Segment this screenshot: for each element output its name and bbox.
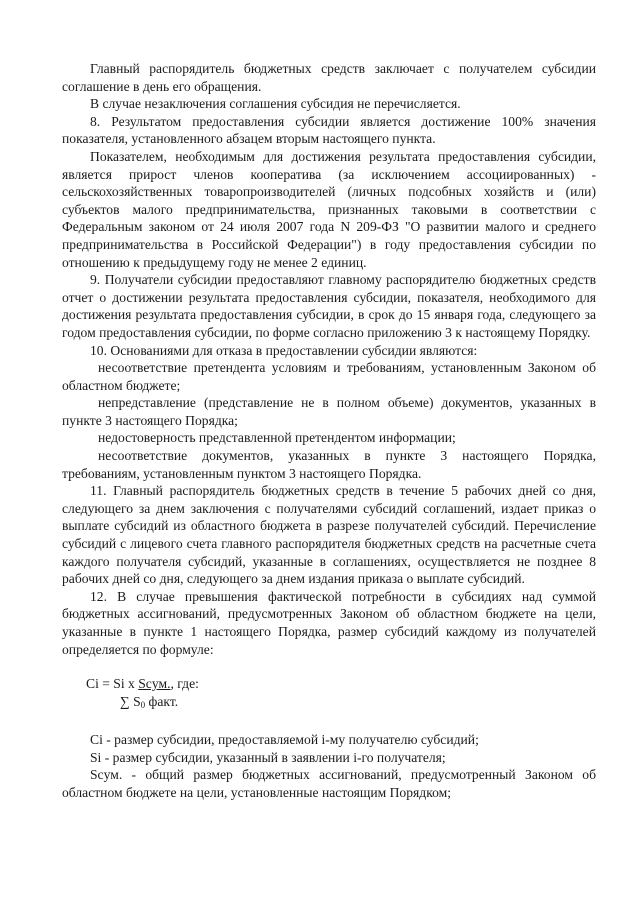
paragraph-8-result: 8. Результатом предоставления субсидии является достижение 100% значения показателя, установленного абзацем вторым настоящего пункта. [62, 113, 596, 147]
paragraph-refusal-reason-3: недостоверность представленной претендентом информации; [98, 430, 456, 446]
document-page [62, 60, 596, 802]
definition-scum: Scум. - общий размер бюджетных ассигнований, предусмотренный Законом об областном бюджете на цели, установленные настоящим Порядком; [62, 767, 596, 800]
paragraph-12-excess: 12. В случае превышения фактической потребности в субсидиях над суммой бюджетных ассигнований, предусмотренных Законом об областном бюджете на цели, указанные в пункте 1 настоящего Порядка, размер субсидий каждому из получателей определяется по формуле: [62, 588, 596, 657]
paragraph-refusal-reason-1: несоответствие претендента условиям и требованиям, установленным Законом об областном бюджете; [62, 360, 596, 393]
definition-ci: Ci - размер субсидии, предоставляемой i-му получателю субсидий; [90, 732, 479, 748]
formula-lhs: Ci = Si x [86, 676, 139, 692]
formula-line [62, 675, 596, 693]
spacer [62, 714, 596, 731]
definition-si: Si - размер субсидии, указанный в заявлении i-го получателя; [90, 749, 446, 765]
paragraph-9-report: 9. Получатели субсидии предоставляют главному распорядителю бюджетных средств отчет о достижении результата предоставления субсидии, показателя, необходимого для достижения результата предоставления субсидии, в срок до 15 января года, следующего за годом предоставления субсидии, по форме согласно приложению 3 к настоящему Порядку. [62, 272, 596, 340]
formula-subscript: 0 [140, 700, 146, 711]
paragraph-10-refusal: 10. Основаниями для отказа в предоставлении субсидии являются: [90, 342, 478, 358]
formula-suffix: , где: [170, 676, 199, 692]
paragraph-11-order: 11. Главный распорядитель бюджетных средств в течение 5 рабочих дней со дня, следующего за днем заключения с получателями субсидий соглашений, издает приказ о выплате субсидий из областного бюджета в разрезе получателей субсидий. Перечисление субсидий с лицевого счета главного распорядителя бюджетных средств на расчетные счета каждого получателя субсидий, указанные в соглашениях, осуществляется не позднее 8 рабочих дней со дня, следующего за днем издания приказа о выплате субсидий. [62, 483, 596, 587]
formula-sum: ∑ S [120, 694, 141, 710]
paragraph-no-agreement: В случае незаключения соглашения субсидия не перечисляется. [90, 96, 461, 112]
paragraph-refusal-reason-4: несоответствие документов, указанных в пункте 3 настоящего Порядка, требованиям, установленным пунктом 3 настоящего Порядка. [62, 448, 596, 481]
formula-denominator [62, 693, 596, 714]
paragraph-indicator: Показателем, необходимым для достижения результата предоставления субсидии, является прирост членов кооператива (за исключением ассоциированных) - сельскохозяйственных товаропроизводителей (личных подсобных хозяйств и (или) субъектов малого предпринимательства, признанных таковыми в соответствии с Федеральным законом от 24 июля 2007 года N 209-ФЗ "О развитии малого и среднего предпринимательства в Российской Федерации") в году предоставления субсидии по отношению к предыдущему году не менее 2 единиц. [62, 148, 596, 270]
spacer [62, 658, 596, 675]
paragraph-agreement: Главный распорядитель бюджетных средств заключает с получателем субсидии соглашение в день его обращения. [62, 61, 596, 94]
paragraph-refusal-reason-2: непредставление (представление не в полном объеме) документов, указанных в пункте 3 настоящего Порядка; [62, 395, 596, 428]
formula-numerator: Scум. [138, 676, 171, 692]
formula-denominator-tail: факт. [145, 694, 179, 710]
